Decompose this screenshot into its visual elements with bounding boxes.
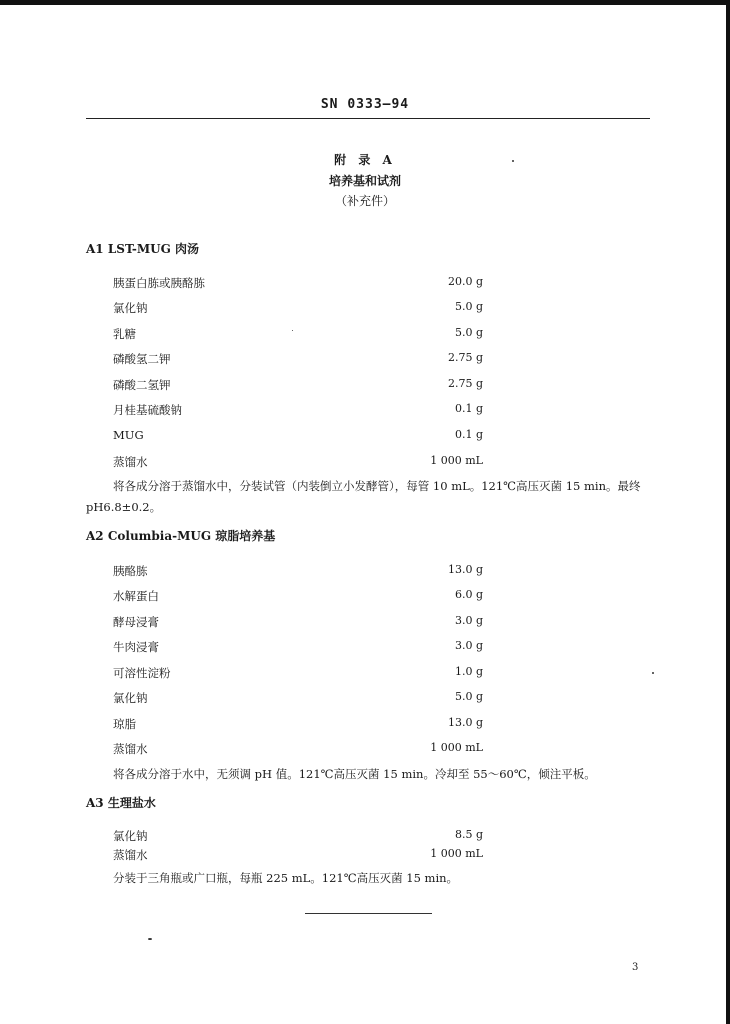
preparation-text: 将各成分溶于蒸馏水中，分装试管（内装倒立小发酵管），每管 10 mL。121℃高压灭菌 15 min。最终	[113, 479, 641, 493]
ingredient-amount: 6.0 g	[454, 588, 483, 601]
ingredient-amount: 1.0 g	[454, 665, 483, 678]
ingredient-name: 可溶性淀粉	[113, 666, 171, 680]
section-heading-a3: A3 生理盐水	[86, 796, 156, 810]
ingredient-amount: 1 000 mL	[430, 741, 483, 754]
section-heading-a2: A2 Columbia-MUG 琼脂培养基	[86, 529, 276, 543]
ingredient-amount: 5.0 g	[454, 300, 483, 313]
ingredient-name: MUG	[113, 428, 144, 442]
ingredient-amount: 2.75 g	[447, 351, 483, 364]
scan-speck	[652, 672, 654, 674]
section-heading-a1: A1 LST-MUG 肉汤	[86, 242, 200, 256]
ingredient-name: 氯化钠	[113, 829, 148, 843]
preparation-text: 将各成分溶于水中，无须调 pH 值。121℃高压灭菌 15 min。冷却至 55～60℃，倾注平板。	[113, 767, 596, 781]
ingredient-amount: 3.0 g	[454, 639, 483, 652]
ingredient-name: 磷酸二氢钾	[113, 378, 171, 392]
footer-rule	[305, 913, 432, 914]
scan-border-top	[0, 0, 730, 5]
ingredient-name: 琼脂	[113, 717, 136, 731]
ingredient-name: 氯化钠	[113, 301, 148, 315]
ingredient-amount: 1 000 mL	[430, 454, 483, 467]
standard-number: SN 0333—94	[320, 97, 410, 112]
ingredient-name: 蒸馏水	[113, 742, 148, 756]
ingredient-name: 蒸馏水	[113, 455, 148, 469]
ingredient-name: 氯化钠	[113, 691, 148, 705]
scan-speck	[512, 160, 514, 162]
ingredient-name: 酵母浸膏	[113, 615, 159, 629]
ingredient-name: 水解蛋白	[113, 589, 159, 603]
ingredient-name: 磷酸氢二钾	[113, 352, 171, 366]
header-rule	[86, 118, 650, 119]
ingredient-amount: 5.0 g	[454, 326, 483, 339]
annex-subtitle: 培养基和试剂	[328, 174, 401, 188]
ingredient-name: 蒸馏水	[113, 848, 148, 862]
scan-speck	[292, 330, 293, 331]
page-number: 3	[632, 962, 639, 973]
annex-title: 附 录 A	[334, 153, 396, 167]
annex-note: （补充件）	[334, 194, 395, 208]
ingredient-name: 胰蛋白胨或胰酪胨	[113, 276, 205, 290]
ingredient-amount: 13.0 g	[447, 716, 483, 729]
ingredient-amount: 3.0 g	[454, 614, 483, 627]
preparation-text: pH6.8±0.2。	[86, 500, 162, 514]
ingredient-amount: 0.1 g	[454, 428, 483, 441]
scan-speck	[148, 938, 152, 940]
ingredient-name: 月桂基硫酸钠	[113, 403, 182, 417]
ingredient-name: 乳糖	[113, 327, 136, 341]
ingredient-amount: 20.0 g	[447, 275, 483, 288]
ingredient-name: 胰酪胨	[113, 564, 148, 578]
preparation-text: 分装于三角瓶或广口瓶，每瓶 225 mL。121℃高压灭菌 15 min。	[113, 871, 459, 885]
ingredient-amount: 5.0 g	[454, 690, 483, 703]
ingredient-amount: 2.75 g	[447, 377, 483, 390]
ingredient-amount: 1 000 mL	[430, 847, 483, 860]
ingredient-amount: 0.1 g	[454, 402, 483, 415]
ingredient-amount: 13.0 g	[447, 563, 483, 576]
ingredient-name: 牛肉浸膏	[113, 640, 159, 654]
ingredient-amount: 8.5 g	[454, 828, 483, 841]
